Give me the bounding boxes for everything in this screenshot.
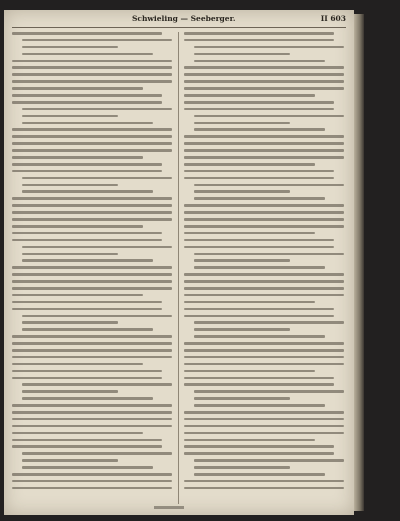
text-line-placeholder [12, 280, 172, 283]
text-line-placeholder [184, 149, 344, 152]
running-head: Schwieling — Seeberger. [132, 14, 236, 23]
text-line-placeholder [184, 142, 344, 145]
text-line-placeholder [184, 445, 334, 448]
text-line-placeholder [12, 404, 172, 407]
text-line-placeholder [12, 335, 172, 338]
text-line-placeholder [184, 418, 344, 421]
text-line-placeholder [12, 60, 172, 63]
text-line-placeholder [22, 259, 153, 262]
text-line-placeholder [12, 370, 162, 373]
text-line-placeholder [184, 411, 344, 414]
text-line-placeholder [184, 383, 334, 386]
text-line-placeholder [194, 473, 325, 476]
text-line-placeholder [184, 287, 344, 290]
text-line-placeholder [194, 259, 290, 262]
text-line-placeholder [12, 411, 172, 414]
text-line-placeholder [184, 280, 344, 283]
text-line-placeholder [12, 149, 172, 152]
text-line-placeholder [12, 473, 172, 476]
text-line-placeholder [12, 128, 172, 131]
text-line-placeholder [12, 87, 143, 90]
text-line-placeholder [12, 239, 162, 242]
text-line-placeholder [12, 487, 172, 490]
text-line-placeholder [194, 53, 290, 56]
text-line-placeholder [22, 253, 118, 256]
text-line-placeholder [12, 432, 143, 435]
page-header [12, 14, 346, 26]
text-line-placeholder [12, 32, 162, 35]
text-line-placeholder [194, 466, 290, 469]
text-line-placeholder [184, 377, 334, 380]
text-line-placeholder [12, 356, 172, 359]
text-line-placeholder [12, 301, 162, 304]
text-line-placeholder [184, 246, 334, 249]
text-line-placeholder [12, 142, 172, 145]
text-line-placeholder [22, 46, 118, 49]
left-column [12, 32, 172, 504]
text-line-placeholder [194, 184, 344, 187]
text-line-placeholder [194, 390, 344, 393]
text-line-placeholder [22, 383, 172, 386]
text-line-placeholder [12, 363, 143, 366]
text-line-placeholder [12, 66, 172, 69]
text-line-placeholder [184, 432, 344, 435]
text-line-placeholder [12, 156, 143, 159]
text-line-placeholder [22, 452, 172, 455]
text-line-placeholder [194, 190, 290, 193]
text-line-placeholder [184, 349, 344, 352]
text-line-placeholder [12, 480, 172, 483]
text-line-placeholder [194, 122, 290, 125]
text-line-placeholder [184, 211, 344, 214]
text-line-placeholder [184, 32, 334, 35]
text-line-placeholder [12, 170, 162, 173]
text-line-placeholder [194, 397, 290, 400]
text-line-placeholder [12, 163, 162, 166]
page-marker: II 603 [320, 14, 346, 23]
text-line-placeholder [194, 197, 325, 200]
text-line-placeholder [194, 253, 344, 256]
text-line-placeholder [12, 308, 162, 311]
text-line-placeholder [184, 342, 344, 345]
text-line-placeholder [184, 273, 344, 276]
text-line-placeholder [184, 204, 344, 207]
text-line-placeholder [184, 370, 315, 373]
text-line-placeholder [12, 425, 172, 428]
text-line-placeholder [22, 246, 172, 249]
text-line-placeholder [184, 301, 315, 304]
text-line-placeholder [22, 177, 172, 180]
text-line-placeholder [12, 445, 162, 448]
text-line-placeholder [12, 294, 143, 297]
text-line-placeholder [194, 321, 344, 324]
text-line-placeholder [184, 156, 344, 159]
text-line-placeholder [194, 335, 325, 338]
text-line-placeholder [194, 115, 344, 118]
text-line-placeholder [184, 163, 315, 166]
text-line-placeholder [194, 60, 325, 63]
text-line-placeholder [184, 439, 315, 442]
text-line-placeholder [12, 232, 162, 235]
text-line-placeholder [12, 273, 172, 276]
text-line-placeholder [22, 39, 172, 42]
text-line-placeholder [184, 108, 334, 111]
text-line-placeholder [194, 459, 344, 462]
text-line-placeholder [184, 94, 315, 97]
text-line-placeholder [184, 308, 334, 311]
text-line-placeholder [184, 487, 344, 490]
text-line-placeholder [184, 135, 344, 138]
text-line-placeholder [184, 101, 334, 104]
right-column [184, 32, 344, 504]
text-line-placeholder [12, 204, 172, 207]
text-line-placeholder [12, 342, 172, 345]
text-line-placeholder [184, 80, 344, 83]
text-line-placeholder [184, 239, 334, 242]
text-line-placeholder [184, 39, 334, 42]
text-line-placeholder [12, 218, 172, 221]
text-line-placeholder [184, 170, 334, 173]
text-line-placeholder [22, 321, 118, 324]
text-line-placeholder [12, 94, 162, 97]
text-line-placeholder [194, 328, 290, 331]
text-line-placeholder [12, 135, 172, 138]
text-line-placeholder [184, 218, 344, 221]
text-line-placeholder [12, 101, 162, 104]
text-line-placeholder [184, 363, 344, 366]
text-line-placeholder [22, 115, 118, 118]
text-line-placeholder [22, 466, 153, 469]
text-line-placeholder [12, 197, 172, 200]
directory-page [4, 10, 354, 515]
text-line-placeholder [22, 390, 118, 393]
text-line-placeholder [22, 184, 118, 187]
text-line-placeholder [184, 452, 334, 455]
text-line-placeholder [12, 80, 172, 83]
header-rule [12, 27, 346, 28]
text-line-placeholder [22, 108, 172, 111]
text-line-placeholder [184, 315, 334, 318]
text-line-placeholder [184, 480, 344, 483]
text-line-placeholder [22, 122, 153, 125]
text-line-placeholder [194, 128, 325, 131]
text-line-placeholder [184, 73, 344, 76]
text-line-placeholder [184, 356, 344, 359]
text-line-placeholder [12, 418, 172, 421]
book-page-edge [354, 14, 364, 511]
text-line-placeholder [12, 211, 172, 214]
text-line-placeholder [184, 425, 344, 428]
text-line-placeholder [22, 190, 153, 193]
text-line-placeholder [12, 377, 162, 380]
text-line-placeholder [12, 266, 172, 269]
column-divider [178, 32, 179, 504]
text-line-placeholder [12, 73, 172, 76]
text-line-placeholder [22, 328, 153, 331]
text-line-placeholder [184, 66, 344, 69]
text-line-placeholder [12, 439, 162, 442]
text-line-placeholder [184, 294, 344, 297]
text-line-placeholder [22, 459, 118, 462]
text-line-placeholder [194, 266, 325, 269]
text-line-placeholder [184, 177, 334, 180]
text-line-placeholder [184, 232, 315, 235]
text-line-placeholder [194, 46, 344, 49]
text-line-placeholder [12, 287, 172, 290]
text-line-placeholder [22, 53, 153, 56]
text-line-placeholder [12, 225, 143, 228]
text-line-placeholder [22, 315, 172, 318]
text-line-placeholder [22, 397, 153, 400]
text-line-placeholder [184, 87, 344, 90]
footer-mark [154, 506, 184, 509]
text-line-placeholder [184, 225, 344, 228]
text-line-placeholder [12, 349, 172, 352]
text-line-placeholder [194, 404, 325, 407]
